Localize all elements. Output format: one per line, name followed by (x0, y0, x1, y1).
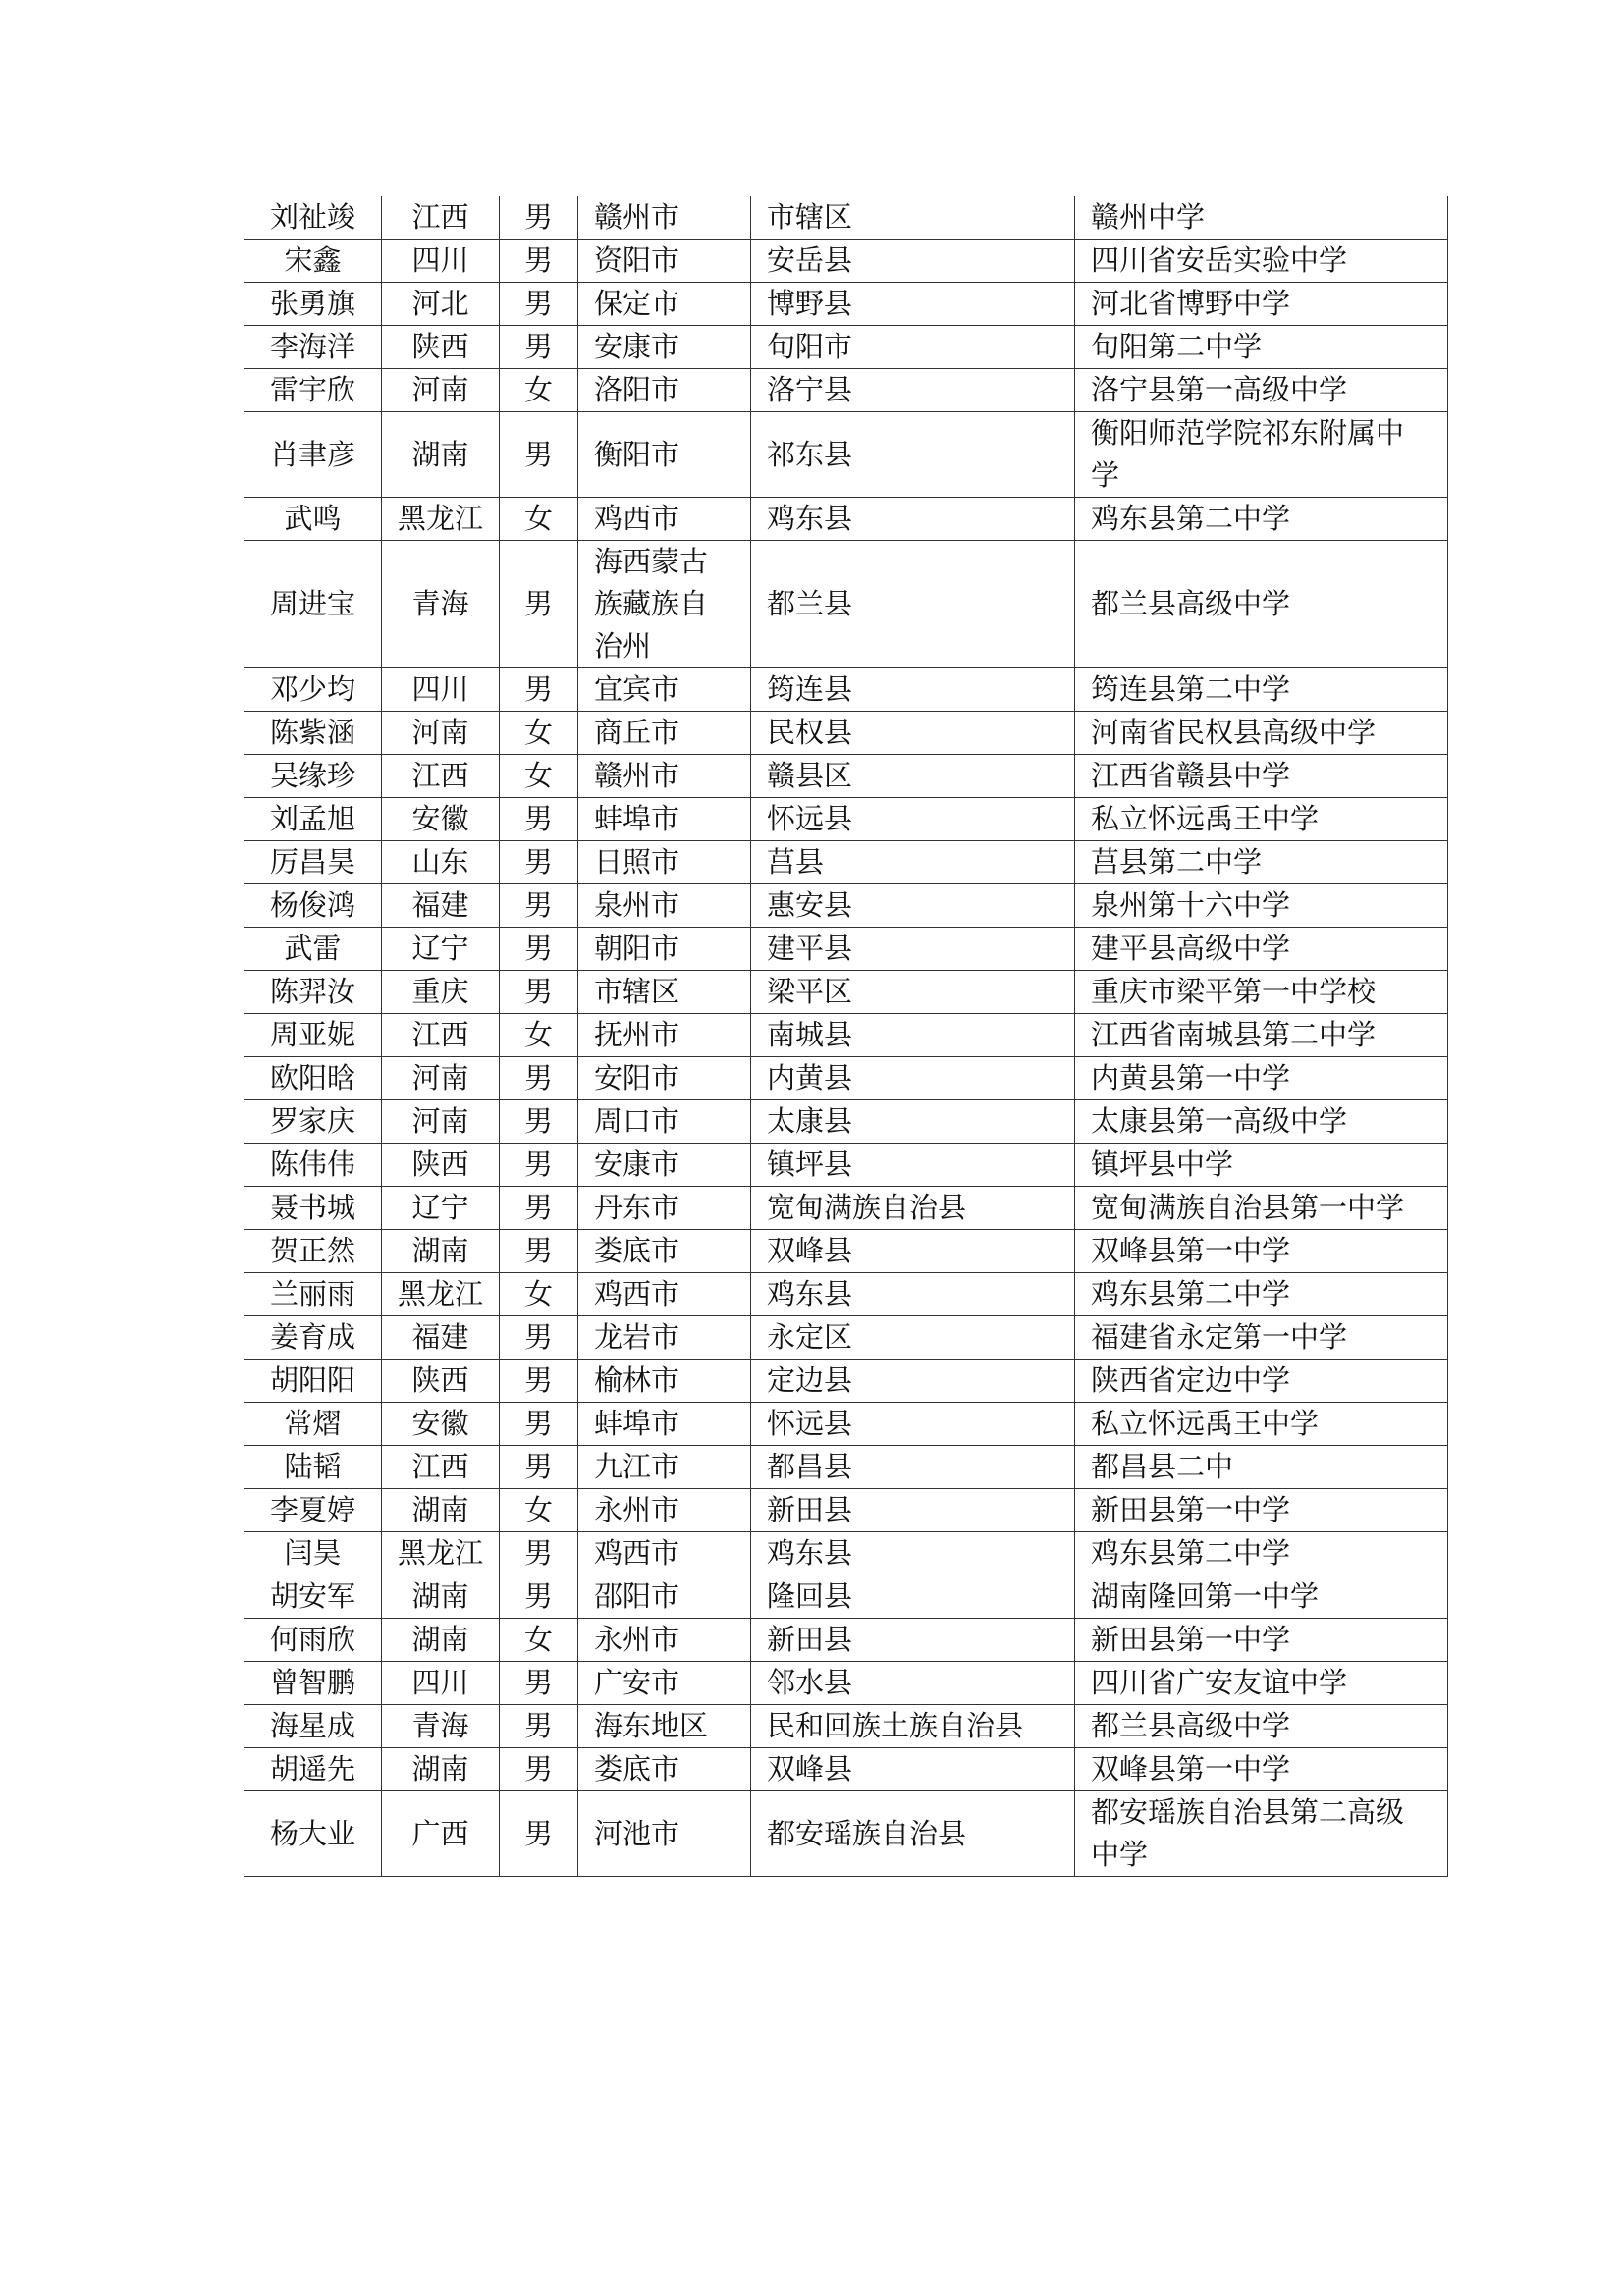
table-row (244, 798, 1448, 841)
cell-name: 陈羿汝 (244, 971, 382, 1014)
cell-province: 四川 (382, 240, 500, 283)
cell-county: 南城县 (751, 1014, 1075, 1057)
cell-county: 双峰县 (751, 1230, 1075, 1273)
cell-gender: 男 (500, 1230, 578, 1273)
cell-gender: 女 (500, 755, 578, 798)
cell-county: 民和回族土族自治县 (751, 1705, 1075, 1748)
cell-school: 私立怀远禹王中学 (1075, 798, 1448, 841)
cell-school: 河北省博野中学 (1075, 283, 1448, 326)
cell-city: 资阳市 (578, 240, 751, 283)
table-row (244, 1187, 1448, 1230)
cell-province: 重庆 (382, 971, 500, 1014)
cell-city: 永州市 (578, 1619, 751, 1662)
cell-school: 莒县第二中学 (1075, 841, 1448, 884)
cell-county: 镇坪县 (751, 1144, 1075, 1187)
cell-county: 鸡东县 (751, 1273, 1075, 1316)
cell-school: 江西省赣县中学 (1075, 755, 1448, 798)
cell-province: 安徽 (382, 1403, 500, 1446)
cell-gender: 男 (500, 971, 578, 1014)
cell-province: 山东 (382, 841, 500, 884)
cell-city: 安康市 (578, 1144, 751, 1187)
cell-name: 武雷 (244, 928, 382, 971)
cell-gender: 女 (500, 712, 578, 755)
cell-province: 四川 (382, 668, 500, 712)
table-row (244, 196, 1448, 240)
cell-city: 九江市 (578, 1446, 751, 1489)
cell-province: 陕西 (382, 1360, 500, 1403)
table-row (244, 240, 1448, 283)
cell-school: 洛宁县第一高级中学 (1075, 369, 1448, 412)
cell-province: 湖南 (382, 1619, 500, 1662)
cell-gender: 男 (500, 1791, 578, 1877)
cell-school: 衡阳师范学院祁东附属中学 (1075, 412, 1448, 498)
cell-gender: 男 (500, 1187, 578, 1230)
cell-gender: 男 (500, 668, 578, 712)
cell-name: 刘祉竣 (244, 196, 382, 240)
cell-name: 姜育成 (244, 1316, 382, 1360)
cell-name: 胡安军 (244, 1575, 382, 1619)
cell-gender: 男 (500, 1100, 578, 1144)
cell-province: 湖南 (382, 412, 500, 498)
cell-school: 双峰县第一中学 (1075, 1230, 1448, 1273)
cell-province: 黑龙江 (382, 498, 500, 541)
cell-city: 鸡西市 (578, 1273, 751, 1316)
cell-gender: 男 (500, 1662, 578, 1705)
cell-name: 闫昊 (244, 1532, 382, 1575)
cell-gender: 女 (500, 1619, 578, 1662)
cell-city: 娄底市 (578, 1748, 751, 1791)
cell-province: 江西 (382, 755, 500, 798)
cell-county: 赣县区 (751, 755, 1075, 798)
cell-name: 何雨欣 (244, 1619, 382, 1662)
cell-city: 衡阳市 (578, 412, 751, 498)
cell-name: 兰丽雨 (244, 1273, 382, 1316)
cell-gender: 男 (500, 798, 578, 841)
cell-gender: 男 (500, 326, 578, 369)
cell-city: 安康市 (578, 326, 751, 369)
table-row (244, 1057, 1448, 1100)
cell-school: 都兰县高级中学 (1075, 1705, 1448, 1748)
cell-county: 安岳县 (751, 240, 1075, 283)
cell-school: 旬阳第二中学 (1075, 326, 1448, 369)
cell-name: 常熠 (244, 1403, 382, 1446)
cell-gender: 男 (500, 196, 578, 240)
cell-gender: 男 (500, 1575, 578, 1619)
cell-school: 赣州中学 (1075, 196, 1448, 240)
cell-school: 筠连县第二中学 (1075, 668, 1448, 712)
cell-city: 市辖区 (578, 971, 751, 1014)
cell-county: 宽甸满族自治县 (751, 1187, 1075, 1230)
cell-province: 青海 (382, 541, 500, 668)
cell-county: 隆回县 (751, 1575, 1075, 1619)
cell-county: 民权县 (751, 712, 1075, 755)
cell-province: 黑龙江 (382, 1532, 500, 1575)
cell-city: 朝阳市 (578, 928, 751, 971)
cell-county: 祁东县 (751, 412, 1075, 498)
cell-school: 双峰县第一中学 (1075, 1748, 1448, 1791)
table-row (244, 1489, 1448, 1532)
cell-school: 鸡东县第二中学 (1075, 498, 1448, 541)
cell-school: 福建省永定第一中学 (1075, 1316, 1448, 1360)
cell-name: 厉昌昊 (244, 841, 382, 884)
table-row (244, 326, 1448, 369)
cell-county: 鸡东县 (751, 1532, 1075, 1575)
cell-gender: 男 (500, 1446, 578, 1489)
cell-school: 都兰县高级中学 (1075, 541, 1448, 668)
cell-school: 建平县高级中学 (1075, 928, 1448, 971)
table-row (244, 1446, 1448, 1489)
cell-school: 江西省南城县第二中学 (1075, 1014, 1448, 1057)
cell-city: 海东地区 (578, 1705, 751, 1748)
cell-school: 新田县第一中学 (1075, 1489, 1448, 1532)
cell-city: 娄底市 (578, 1230, 751, 1273)
table-row (244, 1791, 1448, 1877)
cell-county: 内黄县 (751, 1057, 1075, 1100)
roster-body (244, 196, 1448, 1877)
table-row (244, 1230, 1448, 1273)
cell-province: 安徽 (382, 798, 500, 841)
cell-gender: 男 (500, 1057, 578, 1100)
cell-county: 永定区 (751, 1316, 1075, 1360)
cell-gender: 男 (500, 1532, 578, 1575)
table-row (244, 1532, 1448, 1575)
cell-county: 太康县 (751, 1100, 1075, 1144)
table-row (244, 1316, 1448, 1360)
cell-province: 河南 (382, 712, 500, 755)
cell-name: 胡遥先 (244, 1748, 382, 1791)
table-row (244, 1575, 1448, 1619)
cell-school: 内黄县第一中学 (1075, 1057, 1448, 1100)
cell-name: 海星成 (244, 1705, 382, 1748)
cell-name: 胡阳阳 (244, 1360, 382, 1403)
table-row (244, 1360, 1448, 1403)
cell-county: 都兰县 (751, 541, 1075, 668)
table-row (244, 412, 1448, 498)
cell-gender: 女 (500, 1273, 578, 1316)
cell-province: 江西 (382, 1446, 500, 1489)
cell-county: 双峰县 (751, 1748, 1075, 1791)
cell-county: 怀远县 (751, 1403, 1075, 1446)
cell-city: 鸡西市 (578, 498, 751, 541)
cell-county: 旬阳市 (751, 326, 1075, 369)
cell-county: 建平县 (751, 928, 1075, 971)
cell-county: 怀远县 (751, 798, 1075, 841)
table-row (244, 283, 1448, 326)
cell-gender: 女 (500, 1014, 578, 1057)
cell-name: 周亚妮 (244, 1014, 382, 1057)
cell-name: 李夏婷 (244, 1489, 382, 1532)
cell-school: 私立怀远禹王中学 (1075, 1403, 1448, 1446)
cell-school: 太康县第一高级中学 (1075, 1100, 1448, 1144)
cell-county: 惠安县 (751, 884, 1075, 928)
cell-province: 四川 (382, 1662, 500, 1705)
cell-gender: 女 (500, 369, 578, 412)
cell-name: 张勇旗 (244, 283, 382, 326)
cell-county: 梁平区 (751, 971, 1075, 1014)
table-row (244, 1014, 1448, 1057)
cell-name: 吴缘珍 (244, 755, 382, 798)
cell-city: 广安市 (578, 1662, 751, 1705)
cell-city: 洛阳市 (578, 369, 751, 412)
cell-gender: 男 (500, 1144, 578, 1187)
cell-province: 福建 (382, 884, 500, 928)
cell-gender: 男 (500, 1748, 578, 1791)
table-row (244, 541, 1448, 668)
cell-city: 鸡西市 (578, 1532, 751, 1575)
cell-province: 河北 (382, 283, 500, 326)
cell-name: 邓少均 (244, 668, 382, 712)
cell-province: 广西 (382, 1791, 500, 1877)
cell-gender: 男 (500, 1316, 578, 1360)
cell-name: 罗家庆 (244, 1100, 382, 1144)
cell-county: 市辖区 (751, 196, 1075, 240)
table-row (244, 712, 1448, 755)
cell-province: 湖南 (382, 1230, 500, 1273)
cell-name: 宋鑫 (244, 240, 382, 283)
cell-city: 周口市 (578, 1100, 751, 1144)
table-row (244, 755, 1448, 798)
cell-province: 青海 (382, 1705, 500, 1748)
cell-county: 洛宁县 (751, 369, 1075, 412)
table-row (244, 1619, 1448, 1662)
cell-city: 丹东市 (578, 1187, 751, 1230)
cell-city: 河池市 (578, 1791, 751, 1877)
cell-school: 镇坪县中学 (1075, 1144, 1448, 1187)
cell-name: 欧阳晗 (244, 1057, 382, 1100)
cell-county: 新田县 (751, 1489, 1075, 1532)
cell-city: 泉州市 (578, 884, 751, 928)
cell-gender: 男 (500, 412, 578, 498)
cell-gender: 男 (500, 841, 578, 884)
table-row (244, 498, 1448, 541)
cell-city: 蚌埠市 (578, 1403, 751, 1446)
cell-province: 陕西 (382, 326, 500, 369)
cell-school: 宽甸满族自治县第一中学 (1075, 1187, 1448, 1230)
table-row (244, 1273, 1448, 1316)
cell-province: 黑龙江 (382, 1273, 500, 1316)
cell-gender: 男 (500, 541, 578, 668)
cell-city: 赣州市 (578, 196, 751, 240)
table-row (244, 668, 1448, 712)
cell-city: 抚州市 (578, 1014, 751, 1057)
table-row (244, 884, 1448, 928)
cell-province: 河南 (382, 1100, 500, 1144)
cell-city: 日照市 (578, 841, 751, 884)
cell-province: 湖南 (382, 1489, 500, 1532)
cell-gender: 男 (500, 283, 578, 326)
cell-city: 榆林市 (578, 1360, 751, 1403)
cell-name: 雷宇欣 (244, 369, 382, 412)
cell-gender: 女 (500, 498, 578, 541)
cell-province: 湖南 (382, 1748, 500, 1791)
cell-school: 湖南隆回第一中学 (1075, 1575, 1448, 1619)
cell-name: 曾智鹏 (244, 1662, 382, 1705)
cell-province: 陕西 (382, 1144, 500, 1187)
table-row (244, 928, 1448, 971)
cell-province: 河南 (382, 369, 500, 412)
cell-county: 都安瑶族自治县 (751, 1791, 1075, 1877)
cell-county: 鸡东县 (751, 498, 1075, 541)
cell-name: 杨大业 (244, 1791, 382, 1877)
cell-gender: 女 (500, 1489, 578, 1532)
table-row (244, 1748, 1448, 1791)
cell-school: 重庆市梁平第一中学校 (1075, 971, 1448, 1014)
cell-city: 龙岩市 (578, 1316, 751, 1360)
student-roster-table (244, 196, 1448, 1877)
cell-school: 都昌县二中 (1075, 1446, 1448, 1489)
table-row (244, 1662, 1448, 1705)
cell-name: 肖聿彦 (244, 412, 382, 498)
table-row (244, 971, 1448, 1014)
cell-city: 赣州市 (578, 755, 751, 798)
cell-province: 江西 (382, 196, 500, 240)
cell-province: 湖南 (382, 1575, 500, 1619)
cell-city: 宜宾市 (578, 668, 751, 712)
table-row (244, 369, 1448, 412)
cell-city: 保定市 (578, 283, 751, 326)
cell-gender: 男 (500, 884, 578, 928)
cell-city: 安阳市 (578, 1057, 751, 1100)
cell-name: 刘孟旭 (244, 798, 382, 841)
cell-school: 鸡东县第二中学 (1075, 1273, 1448, 1316)
cell-name: 陈紫涵 (244, 712, 382, 755)
cell-province: 辽宁 (382, 1187, 500, 1230)
cell-school: 四川省广安友谊中学 (1075, 1662, 1448, 1705)
table-row (244, 1144, 1448, 1187)
cell-province: 河南 (382, 1057, 500, 1100)
cell-province: 辽宁 (382, 928, 500, 971)
cell-school: 陕西省定边中学 (1075, 1360, 1448, 1403)
cell-name: 贺正然 (244, 1230, 382, 1273)
table-row (244, 841, 1448, 884)
cell-county: 邻水县 (751, 1662, 1075, 1705)
cell-county: 博野县 (751, 283, 1075, 326)
cell-city: 蚌埠市 (578, 798, 751, 841)
cell-city: 邵阳市 (578, 1575, 751, 1619)
cell-name: 周进宝 (244, 541, 382, 668)
cell-school: 都安瑶族自治县第二高级中学 (1075, 1791, 1448, 1877)
cell-gender: 男 (500, 240, 578, 283)
cell-school: 新田县第一中学 (1075, 1619, 1448, 1662)
cell-county: 莒县 (751, 841, 1075, 884)
cell-name: 李海洋 (244, 326, 382, 369)
cell-gender: 男 (500, 1360, 578, 1403)
cell-province: 福建 (382, 1316, 500, 1360)
cell-name: 陆韬 (244, 1446, 382, 1489)
cell-name: 陈伟伟 (244, 1144, 382, 1187)
cell-city: 永州市 (578, 1489, 751, 1532)
cell-gender: 男 (500, 928, 578, 971)
cell-name: 杨俊鸿 (244, 884, 382, 928)
cell-province: 江西 (382, 1014, 500, 1057)
cell-county: 定边县 (751, 1360, 1075, 1403)
cell-gender: 男 (500, 1705, 578, 1748)
cell-gender: 男 (500, 1403, 578, 1446)
table-row (244, 1403, 1448, 1446)
cell-school: 四川省安岳实验中学 (1075, 240, 1448, 283)
cell-city: 商丘市 (578, 712, 751, 755)
cell-county: 都昌县 (751, 1446, 1075, 1489)
cell-school: 泉州第十六中学 (1075, 884, 1448, 928)
table-row (244, 1705, 1448, 1748)
cell-county: 筠连县 (751, 668, 1075, 712)
cell-school: 河南省民权县高级中学 (1075, 712, 1448, 755)
cell-name: 聂书城 (244, 1187, 382, 1230)
cell-city: 海西蒙古族藏族自治州 (578, 541, 751, 668)
cell-county: 新田县 (751, 1619, 1075, 1662)
table-row (244, 1100, 1448, 1144)
cell-name: 武鸣 (244, 498, 382, 541)
cell-school: 鸡东县第二中学 (1075, 1532, 1448, 1575)
